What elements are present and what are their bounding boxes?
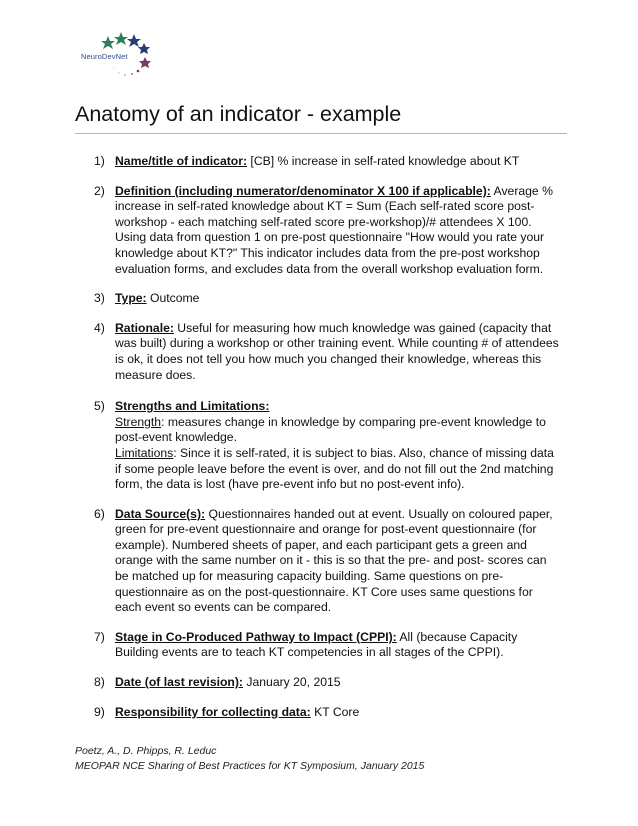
indicator-list: [0, 154, 562, 720]
list-item: [0, 675, 562, 691]
item-text: [CB] % increase in self-rated knowledge about KT: [247, 154, 520, 168]
neurodevnet-logo: [78, 30, 158, 85]
item-number: 9): [94, 704, 105, 719]
strength-text: : measures change in knowledge by comparing pre-event knowledge to post-event knowledge.: [115, 414, 546, 445]
item-number: 8): [94, 675, 105, 690]
item-label: Definition (including numerator/denominator X 100 if applicable):: [115, 183, 491, 198]
item-label: Data Source(s):: [115, 506, 206, 521]
item-number: 4): [94, 320, 105, 335]
item-text: KT Core: [310, 704, 360, 719]
item-number: 6): [94, 506, 105, 521]
logo-text: NeuroDevNet: [81, 52, 128, 61]
page-title: Anatomy of an indicator - example: [75, 102, 402, 126]
strength-label: Strength: [115, 414, 162, 429]
limitations-text: : Since it is self-rated, it is subject to bias. Also, chance of missing data if some people leave before the event is over, and do not fill out the 2nd matching form, the data is lost (have pre-event info but no post-event info).: [115, 445, 554, 492]
item-text: Average % increase in self-rated knowledge about KT = Sum (Each self-rated score post-workshop - each matching self-rated score pre-workshop)/# attendees X 100. Using data from question 1 on pre-post questionnaire "How would you rate your knowledge about KT?" This indicator includes data from the pre-post workshop evaluation forms, and excludes data from the overall workshop evaluation form.: [115, 183, 553, 276]
logo-dot: [124, 74, 126, 76]
item-label: Stage in Co-Produced Pathway to Impact (CPPI):: [115, 629, 397, 644]
list-item: [0, 291, 562, 307]
logo-dot: [118, 72, 120, 74]
footer-authors: Poetz, A., D. Phipps, R. Leduc: [75, 745, 217, 757]
item-label: Responsibility for collecting data:: [115, 704, 311, 719]
item-label: Type:: [115, 291, 147, 306]
item-text: All (because Capacity Building events are to teach KT competencies in all stages of the CPPI).: [115, 629, 518, 660]
logo-star: [114, 32, 128, 45]
footer-event: MEOPAR NCE Sharing of Best Practices for KT Symposium, January 2015: [75, 760, 425, 772]
item-number: 2): [94, 183, 105, 198]
list-item: [0, 507, 562, 616]
logo-dot: [137, 70, 140, 73]
item-label: Strengths and Limitations:: [115, 399, 270, 414]
item-number: 3): [94, 291, 105, 306]
list-item: [0, 399, 562, 493]
title-divider: [75, 133, 567, 134]
item-number: 7): [94, 629, 105, 644]
item-label: Name/title of indicator:: [115, 154, 248, 168]
logo-dot: [131, 73, 133, 75]
list-item: [0, 321, 562, 383]
item-text: Questionnaires handed out at event. Usually on coloured paper, green for pre-event questionnaire and orange for post-event questionnaire (for example). Numbered sheets of paper, and each participant gets a green and orange with the same number on it - this is so that the pre- and post- scores can be matched up for measuring capacity building. Same questions on pre-questionnaire as on the post-questionnaire. KT Core uses same questions for each event so events can be compared.: [115, 506, 553, 615]
list-item: [0, 705, 562, 721]
list-item: [0, 184, 562, 278]
item-label: Date (of last revision):: [115, 675, 243, 690]
item-number: 5): [94, 399, 105, 414]
item-label: Rationale:: [115, 320, 174, 335]
item-text: Useful for measuring how much knowledge was gained (capacity that was built) during a workshop or other training event. While counting # of attendees is ok, it does not tell you how much you changed their knowledge, whereas this measure does.: [115, 320, 559, 382]
page-footer: [75, 744, 424, 774]
list-item: [0, 154, 562, 170]
logo-star: [101, 36, 115, 49]
item-text: January 20, 2015: [243, 675, 341, 690]
logo-star: [138, 43, 150, 54]
logo-star: [127, 34, 141, 47]
logo-star: [139, 57, 151, 68]
limitations-label: Limitations: [115, 445, 174, 460]
list-item: [0, 630, 562, 661]
logo-dot: [113, 67, 115, 69]
item-text: Outcome: [146, 291, 200, 306]
item-number: 1): [94, 154, 105, 168]
